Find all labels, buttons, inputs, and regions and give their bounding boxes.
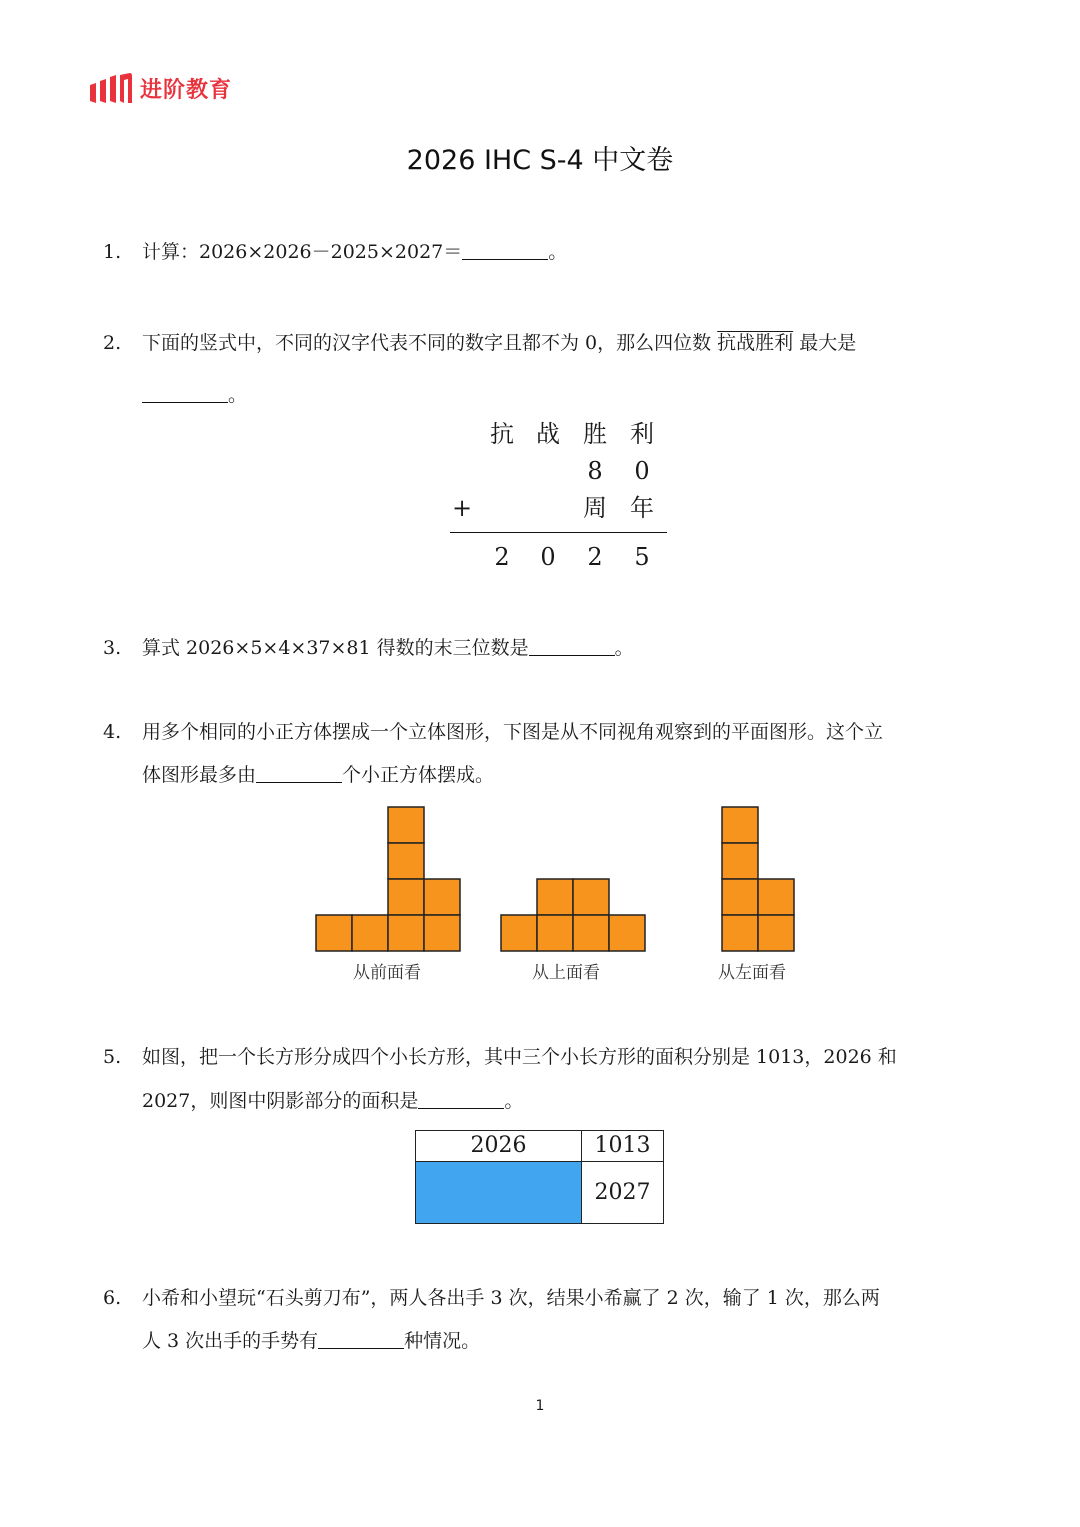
question-number: 1. bbox=[103, 241, 122, 263]
question-number: 3. bbox=[103, 637, 122, 659]
front-view-label: 从前面看 bbox=[353, 963, 421, 983]
digit-char: 周 bbox=[583, 494, 607, 522]
digit-char: 2 bbox=[587, 543, 603, 571]
cube-square bbox=[388, 807, 424, 843]
page-number: 1 bbox=[535, 1398, 545, 1414]
rectangle-figure bbox=[415, 1130, 664, 1224]
cube-square bbox=[388, 915, 424, 951]
question-text: 小希和小望玩“石头剪刀布”，两人各出手 3 次，结果小希赢了 2 次，输了 1 次，那么两 bbox=[142, 1287, 880, 1309]
question-4-cont: 体图形最多由 个小正方体摆成。 bbox=[142, 764, 495, 786]
question-text: 计算：2026×2026－2025×2027＝ 。 bbox=[142, 241, 568, 263]
cube-square bbox=[501, 915, 537, 951]
question-text: 如图，把一个长方形分成四个小长方形，其中三个小长方形的面积分别是 1013，2026 和 bbox=[142, 1046, 897, 1068]
question-number: 5. bbox=[103, 1046, 122, 1068]
cube-square bbox=[537, 915, 573, 951]
top-view-label: 从上面看 bbox=[532, 963, 600, 983]
cube-square bbox=[388, 843, 424, 879]
cube-square bbox=[722, 807, 758, 843]
cube-square bbox=[573, 915, 609, 951]
shaded-region bbox=[416, 1162, 582, 1223]
question-number: 4. bbox=[103, 721, 122, 743]
cube-square bbox=[424, 879, 460, 915]
logo-text: 进阶教育 bbox=[140, 77, 233, 103]
cube-square bbox=[722, 843, 758, 879]
question-2-cont: 。 bbox=[142, 384, 247, 406]
digit-char: 抗 bbox=[490, 420, 514, 448]
area-cell-1013: 1013 bbox=[582, 1131, 663, 1162]
question-number: 2. bbox=[103, 332, 122, 354]
digit-char: 0 bbox=[634, 457, 650, 485]
cube-square bbox=[316, 915, 352, 951]
digit-char: 5 bbox=[634, 543, 650, 571]
cube-square bbox=[424, 915, 460, 951]
cube-square bbox=[537, 879, 573, 915]
digit-char: 2 bbox=[494, 543, 510, 571]
cube-square bbox=[722, 915, 758, 951]
digit-char: 8 bbox=[587, 457, 603, 485]
cube-square bbox=[352, 915, 388, 951]
question-text: 算式 2026×5×4×37×81 得数的末三位数是 。 bbox=[142, 637, 634, 659]
cube-square bbox=[722, 879, 758, 915]
cube-square bbox=[758, 915, 794, 951]
question-6-cont: 人 3 次出手的手势有 种情况。 bbox=[142, 1330, 481, 1352]
cube-square bbox=[758, 879, 794, 915]
plus-sign: + bbox=[451, 494, 473, 522]
area-cell-2027: 2027 bbox=[594, 1180, 651, 1205]
digit-char: 年 bbox=[630, 494, 654, 522]
digit-char: 胜 bbox=[583, 420, 607, 448]
digit-char: 0 bbox=[540, 543, 556, 571]
answer-blank[interactable] bbox=[418, 1090, 504, 1109]
page-title: 2026 IHC S-4 中文卷 bbox=[406, 145, 674, 176]
area-cell-2026: 2026 bbox=[416, 1131, 582, 1162]
question-text: 下面的竖式中，不同的汉字代表不同的数字且都不为 0，那么四位数 抗战胜利 最大是 bbox=[142, 332, 857, 354]
overline-number: 抗战胜利 bbox=[717, 332, 794, 354]
question-number: 6. bbox=[103, 1287, 122, 1309]
answer-blank[interactable] bbox=[318, 1330, 404, 1349]
cube-square bbox=[573, 879, 609, 915]
cube-square bbox=[388, 879, 424, 915]
digit-char: 利 bbox=[630, 420, 654, 448]
question-5-cont: 2027，则图中阴影部分的面积是 。 bbox=[142, 1090, 524, 1112]
left-view-label: 从左面看 bbox=[718, 963, 786, 983]
digit-char: 战 bbox=[536, 420, 560, 448]
question-text: 用多个相同的小正方体摆成一个立体图形，下图是从不同视角观察到的平面图形。这个立 bbox=[142, 721, 884, 743]
cube-square bbox=[609, 915, 645, 951]
